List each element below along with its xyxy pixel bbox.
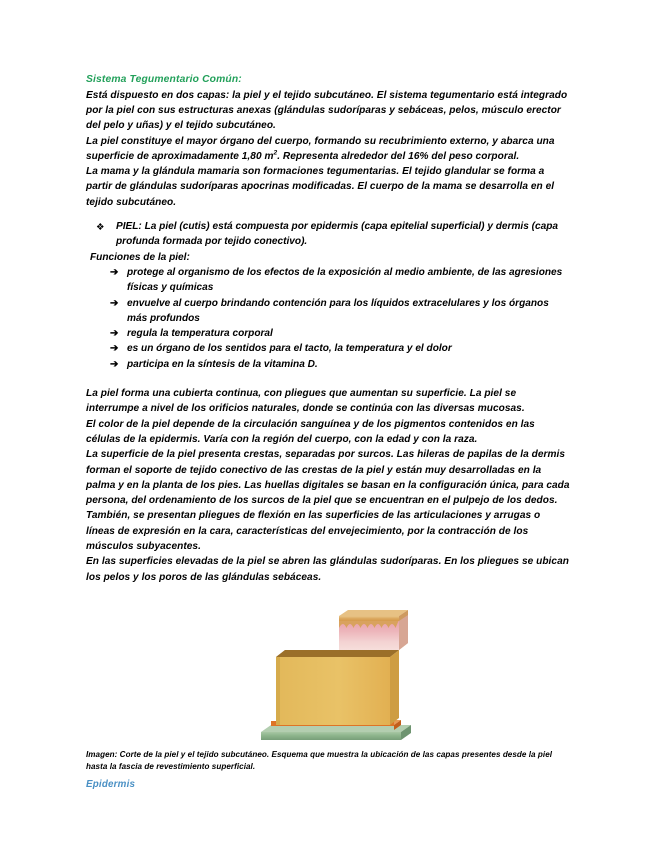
- paragraph-intro-2-text: La piel constituye el mayor órgano del cuerpo, formando su recubrimiento externo, y abarca una superficie de aproximadamente 1,80 $m^2$. Representa alrededor del 16% del peso corporal.: [86, 135, 555, 162]
- subheading-funciones: Funciones de la piel:: [90, 251, 190, 263]
- list-item-label: es un órgano de los sentidos para el tacto, la temperatura y el dolor: [127, 343, 452, 355]
- arrow-right-icon: ➔: [110, 297, 119, 309]
- list-item: [110, 326, 570, 341]
- paragraph-body-2: El color de la piel depende de la circulación sanguínea y de los pigmentos contenidos en las células de la epidermis. Varía con la región del cuerpo, con la edad y con la raza.: [86, 418, 535, 445]
- arrow-right-icon: ➔: [110, 343, 119, 355]
- list-item-label: regula la temperatura corporal: [127, 328, 273, 340]
- list-item-piel-label: PIEL: La piel (cutis) está compuesta por epidermis (capa epitelial superficial) y dermis (capa profunda formada por tejido conectivo).: [116, 221, 559, 248]
- dermis-pink-layer: [339, 610, 408, 650]
- arrow-right-icon: ➔: [110, 358, 119, 370]
- list-item: [110, 357, 570, 372]
- caption-link-epidermis[interactable]: Epidermis: [86, 778, 136, 790]
- corte-piel-tejido-subcutaneo-diagram: [251, 607, 421, 745]
- funciones-list: [86, 265, 570, 372]
- arrow-right-icon: ➔: [110, 266, 119, 278]
- spacer: [86, 372, 570, 386]
- list-item: [110, 296, 570, 327]
- list-item: [110, 341, 570, 356]
- paragraph-body-4: En las superficies elevadas de la piel se abren las glándulas sudoríparas. En los pliegues se ubican los pelos y los poros de las glándulas sebáceas.: [86, 556, 569, 583]
- page-title: Sistema Tegumentario Común:: [86, 74, 242, 85]
- figure-container: [86, 599, 570, 749]
- document-content: [86, 72, 570, 792]
- arrow-right-icon: ➔: [110, 328, 119, 340]
- spacer: [86, 210, 570, 219]
- list-item: [110, 265, 570, 296]
- list-item-label: protege al organismo de los efectos de la exposición al medio ambiente, de las agresiones físicas y químicas: [127, 266, 563, 294]
- hipodermis-gold-layer: [276, 650, 399, 725]
- figure-caption: Imagen: Corte de la piel y el tejido subcutáneo. Esquema que muestra la ubicación de las capas presentes desde la piel hasta la fascia de revestimiento superficial.: [86, 749, 553, 772]
- paragraph-body-1: La piel forma una cubierta continua, con pliegues que aumentan su superficie. La piel se interrumpe a nivel de los orificios naturales, donde se continúa con las diversas mucosas.: [86, 388, 525, 415]
- paragraph-intro-1: Está dispuesto en dos capas: la piel y el tejido subcutáneo. El sistema tegumentario está integrado por la piel con sus estructuras anexas (glándulas sudoríparas y sebáceas, pelos, músculo erector del pelo y uñas) y el tejido subcutáneo.: [86, 89, 568, 132]
- unit-exponent: 2: [273, 149, 278, 157]
- paragraph-body-3: La superficie de la piel presenta crestas, separadas por surcos. Las hileras de papilas de la dermis forman el soporte de tejido conectivo de las crestas de la piel y están muy desarrolladas en la palma y en la planta de los pies. Las huellas digitales se basan en la configuración única, para cada persona, del ordenamiento de los surcos de la piel que se encuentran en el pulpejo de los dedos. También, se presentan pliegues de flexión en las superficies de las articulaciones y arrugas o líneas de expresión en la cara, características del envejecimiento, por la contracción de los músculos subyacentes.: [86, 449, 570, 553]
- paragraph-intro-3: La mama y la glándula mamaria son formaciones tegumentarias. El tejido glandular se forma a partir de glándulas sudoríparas apocrinas modificadas. El cuerpo de la mama se desarrolla en el tejido subcutáneo.: [86, 166, 555, 208]
- paragraph-intro-2: [86, 134, 570, 165]
- fascia-base-layer: [261, 725, 411, 740]
- list-item-label: participa en la síntesis de la vitamina D.: [127, 358, 318, 370]
- list-item-piel: [96, 219, 570, 250]
- list-item-label: envuelve al cuerpo brindando contención para los líquidos extracelulares y los órganos más profundos: [127, 297, 549, 324]
- diamond-bullet-icon: ❖: [96, 221, 105, 233]
